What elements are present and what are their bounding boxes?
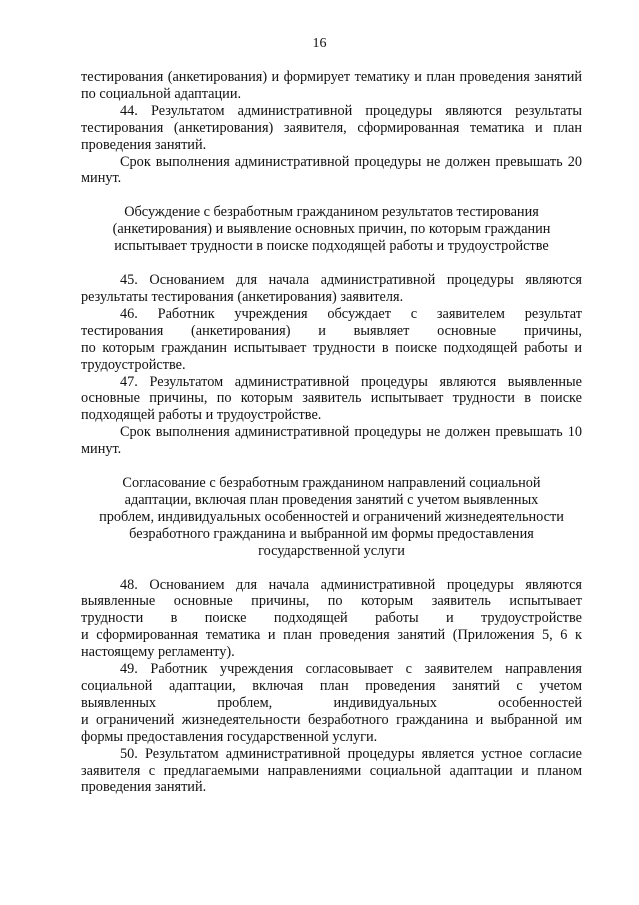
paragraph-46-line-2: тестирования (анкетирования) и выявляет основные причины, — [81, 322, 582, 339]
spacer — [81, 255, 582, 272]
paragraph-46 — [81, 306, 582, 374]
paragraph-47: 47. Результатом административной процедуры являются выявленные основные причины, по которым заявитель испытывает трудности в поиске подходящей работы и трудоустройстве. — [81, 373, 582, 424]
paragraph-48-line-2: выявленные основные причины, по которым заявитель испытывает — [81, 593, 582, 610]
paragraph-48-line-1: 48. Основанием для начала административной процедуры являются — [120, 576, 582, 593]
page-number: 16 — [312, 36, 327, 51]
paragraph-continuation: тестирования (анкетирования) и формирует тематику и план проведения занятий по социальной адаптации. — [81, 69, 582, 102]
spacer — [81, 187, 582, 204]
paragraph-49-line-3: выявленных проблем, индивидуальных особенностей — [81, 694, 582, 711]
section-heading-agreement: Согласование с безработным гражданином направлений социальной адаптации, включая план проведения занятий с учетом выявленных проблем, индивидуальных особенностей и ограничений жизнедеятельности безработного гражданина и выбранной им формы предоставления государственной услуги — [99, 475, 564, 559]
paragraph-48-line-3: трудности в поиске подходящей работы и трудоустройстве — [81, 610, 582, 627]
document-body — [81, 69, 582, 796]
paragraph-49 — [81, 661, 582, 746]
paragraph-45: 45. Основанием для начала административной процедуры являются результаты тестирования (анкетирования) заявителя. — [81, 272, 582, 305]
paragraph-49-line-1: 49. Работник учреждения согласовывает с заявителем направления — [120, 661, 582, 678]
paragraph-time-limit-20: Срок выполнения административной процедуры не должен превышать 20 минут. — [81, 153, 582, 187]
paragraph-46-rest: по которым гражданин испытывает трудности в поиске подходящей работы и трудоустройстве. — [81, 339, 582, 373]
paragraph-49-line-2: социальной адаптации, включая план проведения занятий с учетом — [81, 678, 582, 694]
section-heading-discussion: Обсуждение с безработным гражданином результатов тестирования (анкетирования) и выявление основных причин, по которым гражданин испытывает трудности в поиске подходящей работы и трудоустройстве — [112, 204, 551, 255]
paragraph-50: 50. Результатом административной процедуры является устное согласие заявителя с предлагаемыми направлениями социальной адаптации и планом проведения занятий. — [81, 745, 582, 796]
paragraph-48-rest: и сформированная тематика и план проведения занятий (Приложения 5, 6 к настоящему регламенту). — [81, 627, 582, 661]
paragraph-46-line-1: 46. Работник учреждения обсуждает с заявителем результат — [120, 305, 582, 322]
paragraph-49-rest: и ограничений жизнедеятельности безработного гражданина и выбранной им формы предоставления государственной услуги. — [81, 711, 582, 745]
paragraph-48 — [81, 577, 582, 662]
paragraph-time-limit-10: Срок выполнения административной процедуры не должен превышать 10 минут. — [81, 424, 582, 458]
spacer — [81, 560, 582, 577]
paragraph-44: 44. Результатом административной процедуры являются результаты тестирования (анкетирования) заявителя, сформированная тематика и план проведения занятий. — [81, 102, 582, 153]
spacer — [81, 458, 582, 475]
